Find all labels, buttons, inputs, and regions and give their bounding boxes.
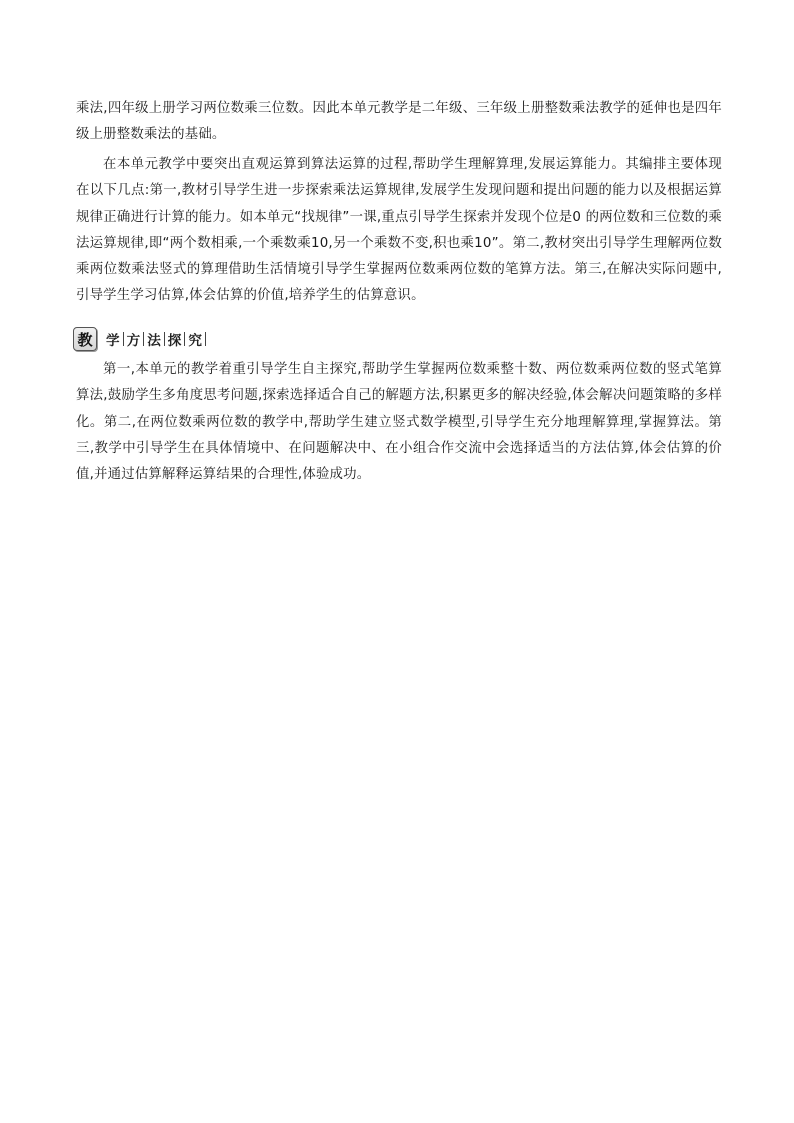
section-heading-teaching-method — [73, 326, 206, 352]
section-title-char: 探 — [167, 333, 182, 349]
section-title-char: 究 — [188, 333, 202, 349]
paragraph-teaching-method: 第一,本单元的教学着重引导学生自主探究,帮助学生掌握两位数乘整十数、两位数乘两位数的竖式笔算算法,鼓励学生多角度思考问题,探索选择适合自己的解题方法,积累更多的解决经验,体会解决问题策略的多样化。第二,在两位数乘两位数的教学中,帮助学生建立竖式数学模型,引导学生充分地理解算理,掌握算法。第三,教学中引导学生在具体情境中、在问题解决中、在小组合作交流中会选择适当的方法估算,体会估算的价值,并通过估算解释运算结果的合理性,体验成功。 — [76, 362, 722, 483]
section-title-char: 方 — [126, 333, 141, 349]
section-title-divider — [205, 332, 206, 346]
paragraph-intro-continued: 乘法,四年级上册学习两位数乘三位数。因此本单元教学是二年级、三年级上册整数乘法教学的延伸也是四年级上册整数乘法的基础。 — [76, 101, 722, 143]
section-title-char: 法 — [147, 333, 161, 349]
section-title-char: 学 — [106, 333, 120, 349]
section-badge: 教 — [73, 327, 97, 351]
paragraph-unit-focus: 在本单元教学中要突出直观运算到算法运算的过程,帮助学生理解算理,发展运算能力。其编排主要体现在以下几点:第一,教材引导学生进一步探索乘法运算规律,发展学生发现问题和提出问题的能力以及根据运算规律正确进行计算的能力。如本单元“找规律”一课,重点引导学生探索并发现个位是0 的两位数和三位数的乘法运算规律,即“两个数相乘,一个乘数乘10,另一个乘数不变,积也乘10”。第二,教材突出引导学生理解两位数乘两位数乘法竖式的算理借助生活情境引导学生掌握两位数乘两位数的笔算方法。第三,在解决实际问题中,引导学生学习估算,体会估算的价值,培养学生的估算意识。 — [76, 157, 722, 304]
section-title — [103, 329, 206, 349]
